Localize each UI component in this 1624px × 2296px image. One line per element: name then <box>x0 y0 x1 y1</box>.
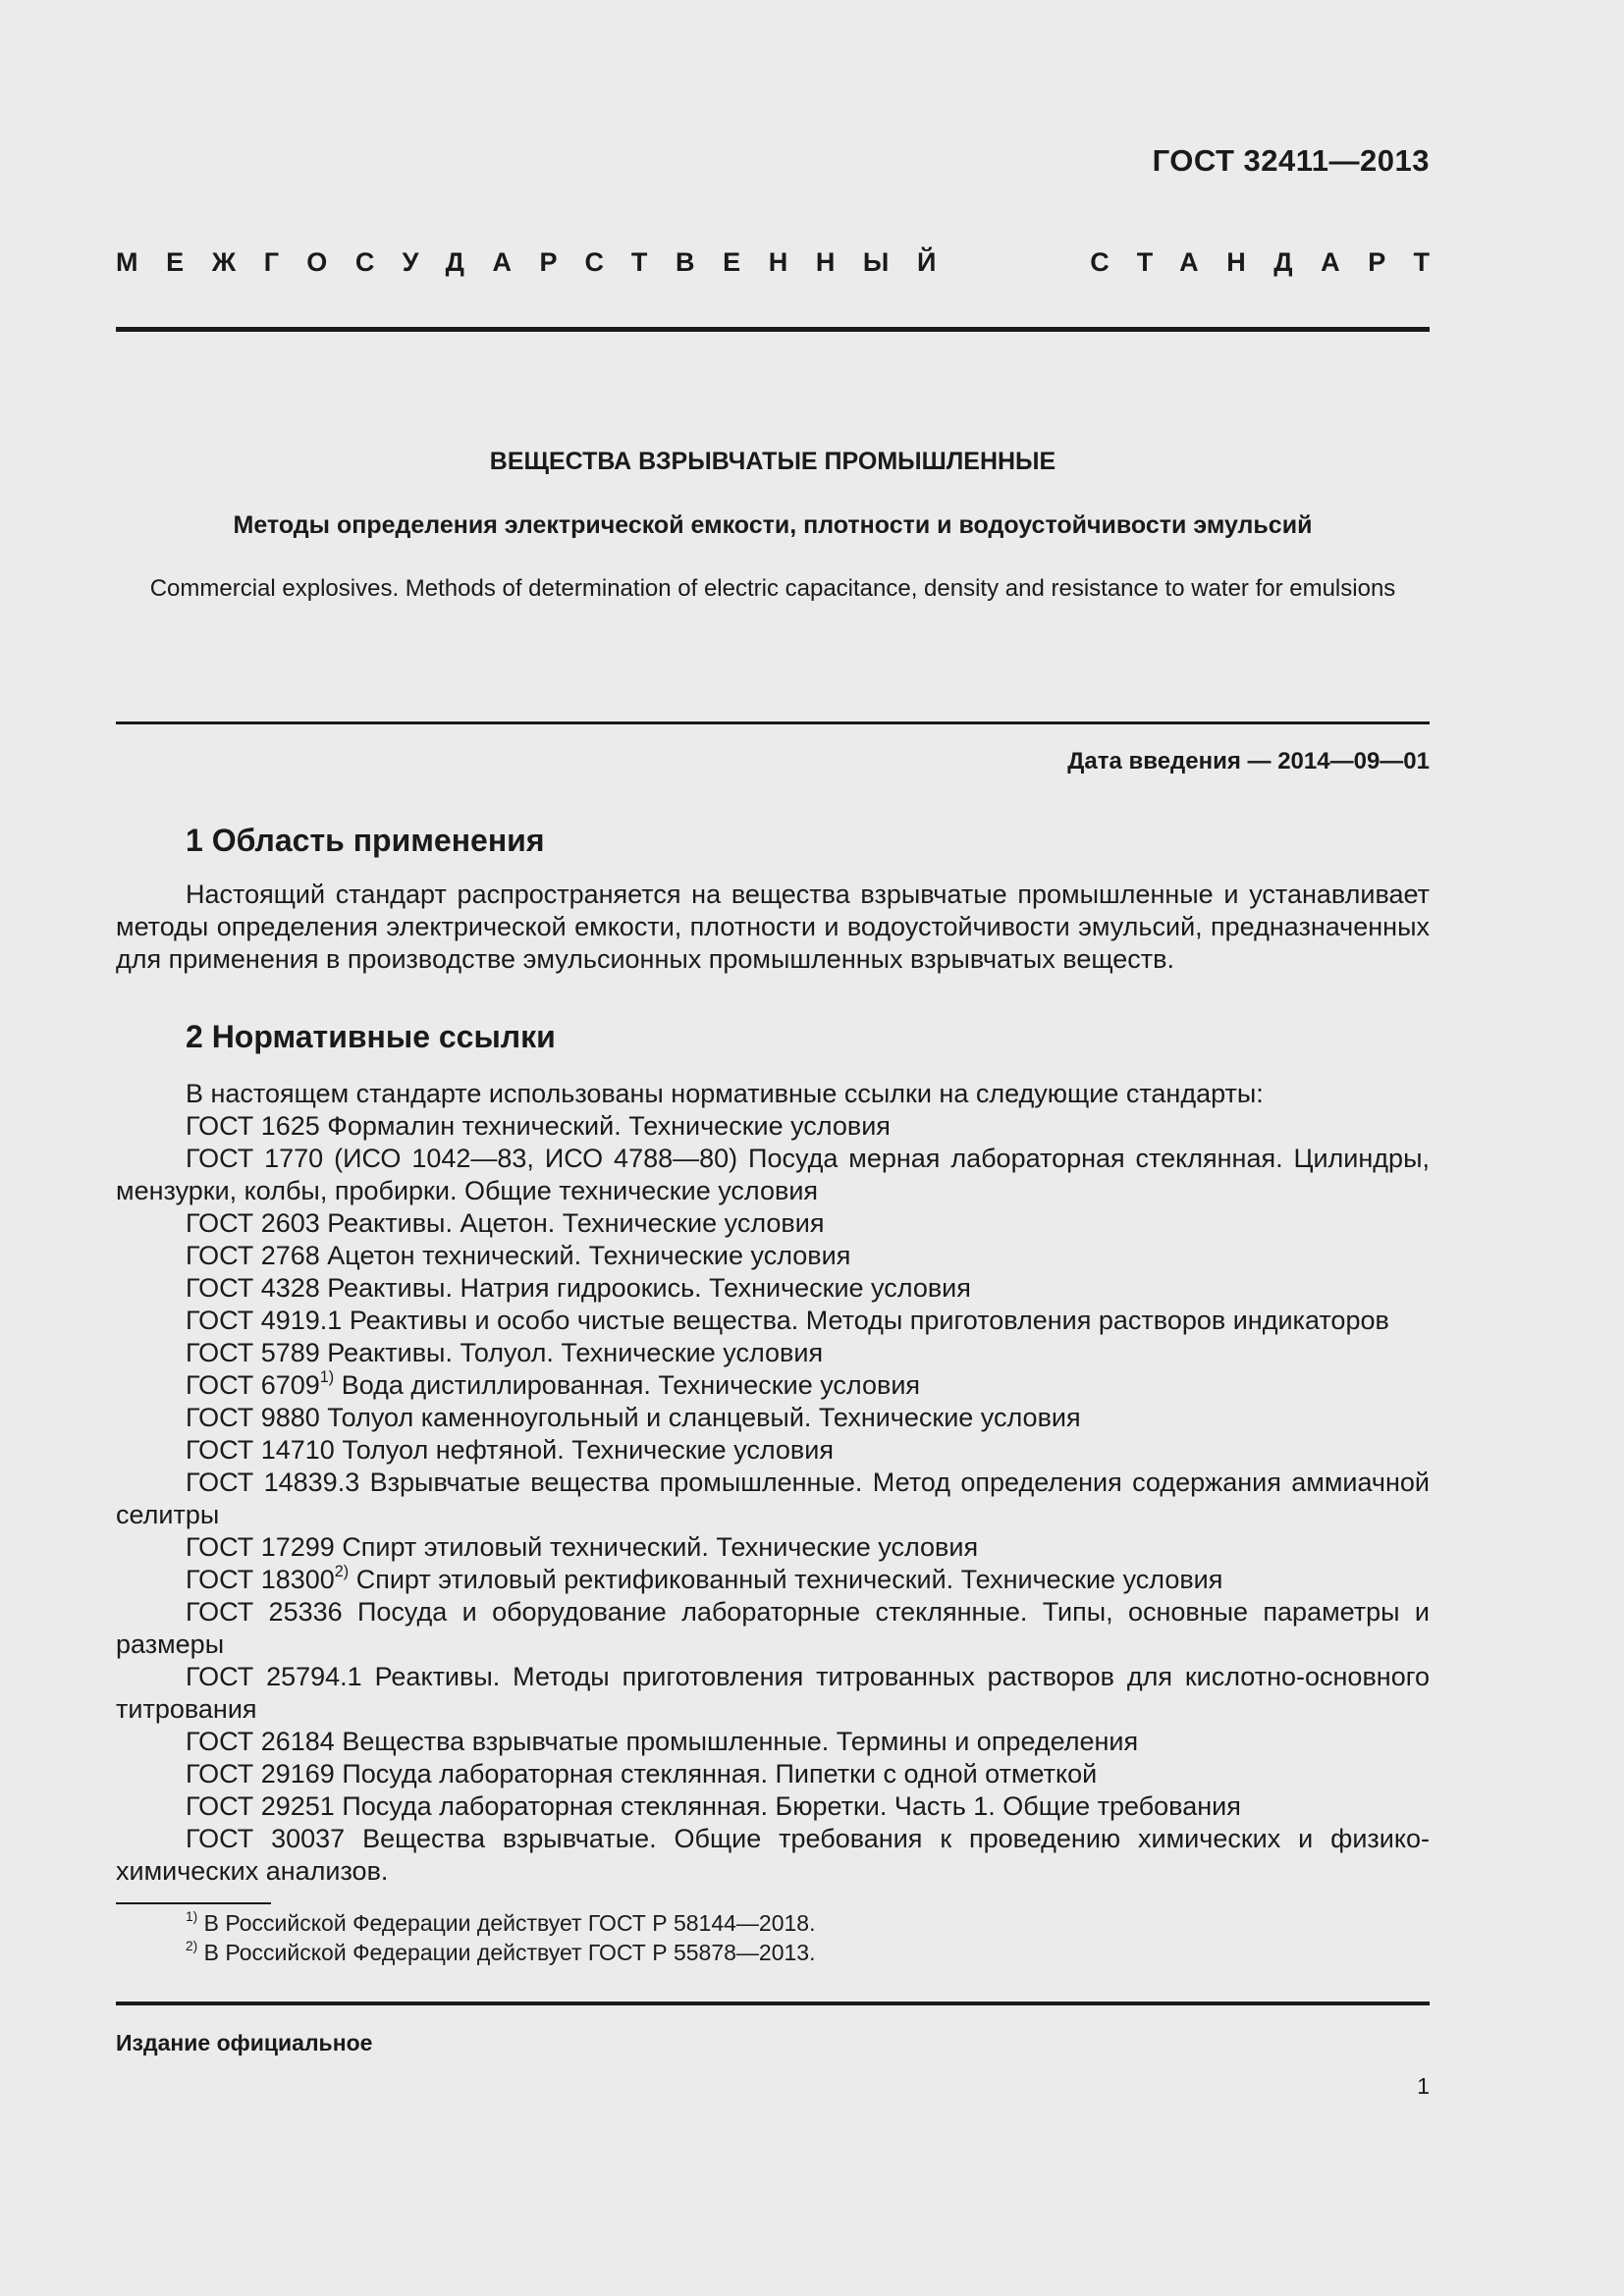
reference-title: Реактивы. Ацетон. Технические условия <box>327 1208 825 1238</box>
reference-title: Вода дистиллированная. Технические условия <box>341 1370 921 1400</box>
reference-title: Спирт этиловый ректификованный технический. Технические условия <box>355 1565 1223 1594</box>
reference-item <box>116 1434 1430 1467</box>
reference-title: Толуол нефтяной. Технические условия <box>342 1435 834 1465</box>
reference-item <box>116 1110 1430 1143</box>
section-1-body <box>116 879 1430 976</box>
introduction-date: Дата введения — 2014—09—01 <box>1067 748 1430 774</box>
title-divider <box>116 721 1430 724</box>
reference-code: ГОСТ 9880 <box>186 1403 320 1432</box>
interstate-standard-banner <box>116 247 1458 278</box>
footnote-divider <box>116 1902 271 1904</box>
reference-title: Толуол каменноугольный и сланцевый. Технические условия <box>327 1403 1081 1432</box>
reference-code: ГОСТ 1625 <box>186 1111 320 1141</box>
reference-title: Вещества взрывчатые промышленные. Термины и определения <box>342 1727 1139 1756</box>
reference-item <box>116 1726 1430 1758</box>
reference-item <box>116 1758 1430 1790</box>
edition-label: Издание официальное <box>116 2030 373 2056</box>
reference-title: Взрывчатые вещества промышленные. Метод определения содержания аммиачной селитры <box>116 1468 1430 1529</box>
reference-item <box>116 1207 1430 1240</box>
reference-code: ГОСТ 5789 <box>186 1338 320 1367</box>
footnote-item <box>186 1908 815 1938</box>
reference-item <box>116 1596 1430 1661</box>
reference-title: Посуда и оборудование лабораторные стеклянные. Типы, основные параметры и размеры <box>116 1597 1430 1659</box>
reference-code: ГОСТ 14710 <box>186 1435 335 1465</box>
references-intro: В настоящем стандарте использованы нормативные ссылки на следующие стандарты: <box>186 1079 1264 1108</box>
reference-code: ГОСТ 29251 <box>186 1791 335 1821</box>
reference-title: (ИСО 1042—83, ИСО 4788—80) Посуда мерная лабораторная стеклянная. Цилиндры, мензурки, колбы, пробирки. Общие технические условия <box>116 1144 1430 1205</box>
footnotes <box>186 1908 815 1967</box>
footer-divider <box>116 2002 1430 2005</box>
footnote-text: В Российской Федерации действует ГОСТ Р 58144—2018. <box>203 1910 816 1936</box>
footnote-marker: 2) <box>334 1563 350 1581</box>
reference-item <box>116 1369 1430 1402</box>
reference-item <box>116 1823 1430 1888</box>
document-title: ВЕЩЕСТВА ВЗРЫВЧАТЫЕ ПРОМЫШЛЕННЫЕ <box>489 448 1056 475</box>
interstate-word <box>116 247 964 278</box>
reference-title: Реактивы. Натрия гидроокись. Технические условия <box>327 1273 971 1303</box>
reference-code: ГОСТ 6709 <box>186 1370 320 1400</box>
reference-code: ГОСТ 4919.1 <box>186 1306 343 1335</box>
reference-item <box>116 1337 1430 1369</box>
reference-item <box>116 1272 1430 1305</box>
reference-item <box>116 1661 1430 1726</box>
section-1-heading: 1 Область применения <box>186 823 545 858</box>
footnote-mark: 2) <box>186 1938 198 1953</box>
reference-code: ГОСТ 14839.3 <box>186 1468 360 1497</box>
reference-item <box>116 1790 1430 1823</box>
reference-item <box>116 1143 1430 1207</box>
footnote-text: В Российской Федерации действует ГОСТ Р 55878—2013. <box>203 1940 816 1965</box>
reference-code: ГОСТ 4328 <box>186 1273 320 1303</box>
reference-code: ГОСТ 1770 <box>186 1144 324 1173</box>
header-divider <box>116 327 1430 332</box>
references-list <box>116 1110 1430 1888</box>
reference-item <box>116 1531 1430 1564</box>
reference-code: ГОСТ 25794.1 <box>186 1662 362 1691</box>
reference-code: ГОСТ 2768 <box>186 1241 320 1270</box>
reference-title: Реактивы и особо чистые вещества. Методы приготовления растворов индикаторов <box>349 1306 1389 1335</box>
interstate-word-text: МЕЖГОСУДАРСТВЕННЫЙ <box>116 247 964 277</box>
reference-item <box>116 1305 1430 1337</box>
section-2-heading: 2 Нормативные ссылки <box>186 1019 556 1054</box>
section-2-body <box>116 1078 1430 1888</box>
page-number: 1 <box>1417 2073 1430 2099</box>
reference-title: Реактивы. Методы приготовления титрованных растворов для кислотно-основного титрования <box>116 1662 1430 1724</box>
reference-code: ГОСТ 18300 <box>186 1565 335 1594</box>
reference-title: Посуда лабораторная стеклянная. Бюретки. Часть 1. Общие требования <box>342 1791 1241 1821</box>
footnote-marker: 1) <box>319 1368 335 1387</box>
footnote-mark: 1) <box>186 1908 198 1924</box>
reference-item <box>116 1402 1430 1434</box>
reference-code: ГОСТ 30037 <box>186 1824 346 1853</box>
reference-code: ГОСТ 2603 <box>186 1208 320 1238</box>
standard-word <box>1090 247 1458 278</box>
reference-item <box>116 1564 1430 1596</box>
reference-code: ГОСТ 26184 <box>186 1727 335 1756</box>
reference-title: Реактивы. Толуол. Технические условия <box>327 1338 824 1367</box>
reference-title: Формалин технический. Технические условия <box>327 1111 891 1141</box>
document-subtitle: Методы определения электрической емкости, плотности и водоустойчивости эмульсий <box>233 511 1313 539</box>
reference-title: Ацетон технический. Технические условия <box>327 1241 851 1270</box>
reference-code: ГОСТ 17299 <box>186 1532 335 1562</box>
reference-item <box>116 1240 1430 1272</box>
reference-title: Посуда лабораторная стеклянная. Пипетки с одной отметкой <box>342 1759 1098 1789</box>
footnote-item <box>186 1938 815 1967</box>
reference-code: ГОСТ 29169 <box>186 1759 335 1789</box>
document-number: ГОСТ 32411—2013 <box>1152 143 1430 178</box>
standard-word-text: СТАНДАРТ <box>1090 247 1458 277</box>
document-title-english: Commercial explosives. Methods of determination of electric capacitance, density and resistance to water for emulsions <box>149 575 1396 602</box>
section-1-paragraph: Настоящий стандарт распространяется на вещества взрывчатые промышленные и устанавливает методы определения электрической емкости, плотности и водоустойчивости эмульсий, предназначенных для применения в производстве эмульсионных промышленных взрывчатых веществ. <box>116 880 1430 974</box>
reference-item <box>116 1467 1430 1531</box>
reference-code: ГОСТ 25336 <box>186 1597 343 1627</box>
reference-title: Вещества взрывчатые. Общие требования к проведению химических и физико-химических анализов. <box>116 1824 1430 1886</box>
reference-title: Спирт этиловый технический. Технические условия <box>342 1532 979 1562</box>
